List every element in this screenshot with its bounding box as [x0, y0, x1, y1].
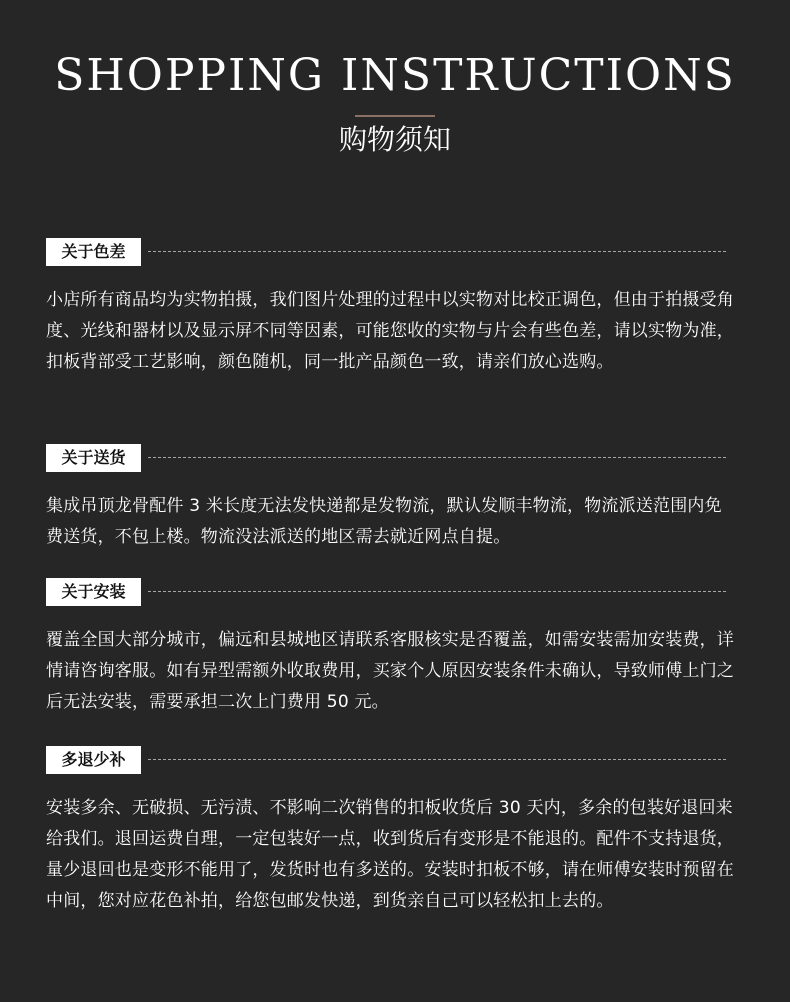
dashed-divider — [148, 251, 726, 252]
section-body: 集成吊顶龙骨配件 3 米长度无法发快递都是发物流，默认发顺丰物流，物流派送范围内免费送货，不包上楼。物流没法派送的地区需去就近网点自提。 — [46, 496, 722, 547]
title-divider — [355, 115, 435, 117]
section-tag: 关于色差 — [46, 238, 141, 266]
page-title-english: SHOPPING INSTRUCTIONS — [54, 50, 736, 101]
section-tag: 关于送货 — [46, 444, 141, 472]
section-tag: 多退少补 — [46, 746, 141, 774]
section-header — [46, 578, 726, 606]
dashed-divider — [148, 457, 726, 458]
section-tag: 关于安装 — [46, 578, 141, 606]
section-header — [46, 746, 726, 774]
section-body: 覆盖全国大部分城市，偏远和县城地区请联系客服核实是否覆盖，如需安装需加安装费，详情请咨询客服。如有异型需额外收取费用，买家个人原因安装条件未确认，导致师傅上门之后无法安装，需要承担二次上门费用 50 元。 — [46, 630, 734, 712]
section-header — [46, 444, 726, 472]
section-body: 安装多余、无破损、无污渍、不影响二次销售的扣板收货后 30 天内，多余的包装好退回来给我们。退回运费自理，一定包装好一点，收到货后有变形是不能退的。配件不支持退货，量少退回也是变形不能用了，发货时也有多送的。安装时扣板不够，请在师傅安装时预留在中间，您对应花色补拍，给您包邮发快递，到货亲自己可以轻松扣上去的。 — [46, 798, 734, 911]
dashed-divider — [148, 759, 726, 760]
section-body: 小店所有商品均为实物拍摄，我们图片处理的过程中以实物对比校正调色，但由于拍摄受角度、光线和器材以及显示屏不同等因素，可能您收的实物与片会有些色差，请以实物为准，扣板背部受工艺影响，颜色随机，同一批产品颜色一致，请亲们放心选购。 — [46, 290, 734, 372]
dashed-divider — [148, 591, 726, 592]
page-header — [0, 0, 790, 200]
page-title-chinese: 购物须知 — [338, 123, 451, 156]
section-header — [46, 238, 726, 266]
